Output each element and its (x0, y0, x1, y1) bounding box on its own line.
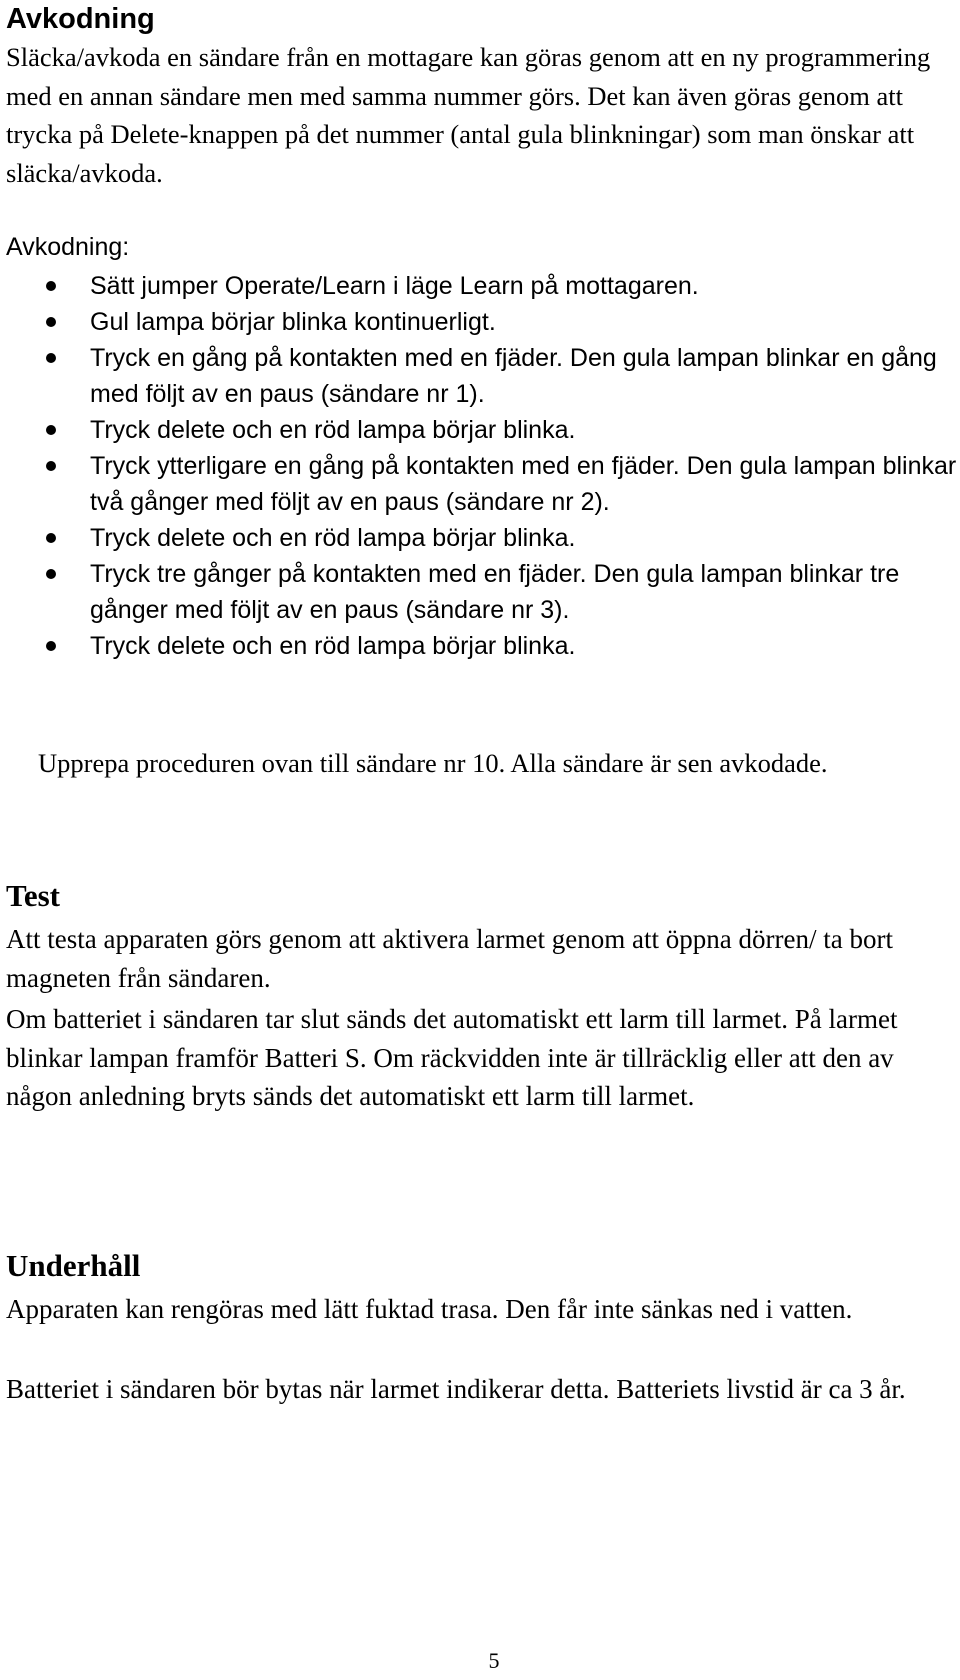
list-item (0, 412, 960, 448)
section-heading-test: Test (6, 878, 60, 913)
section-heading-underhall: Underhåll (6, 1248, 141, 1283)
underhall-paragraph-1: Apparaten kan rengöras med lätt fuktad trasa. Den får inte sänkas ned i vatten. (6, 1294, 853, 1324)
page-number: 5 (488, 1648, 500, 1673)
underhall-paragraph-2: Batteriet i sändaren bör bytas när larmet indikerar detta. Batteriets livstid är ca 3 år. (6, 1374, 906, 1404)
step-text: Gul lampa börjar blinka kontinuerligt. (90, 308, 496, 336)
list-item (0, 268, 960, 304)
list-item (0, 448, 960, 520)
bullet-icon (46, 425, 56, 435)
test-paragraph-1: Att testa apparaten görs genom att aktivera larmet genom att öppna dörren/ ta bort magneten från sändaren. (6, 924, 893, 993)
step-text: Tryck delete och en röd lampa börjar blinka. (90, 416, 576, 444)
bullet-icon (46, 461, 56, 471)
avkodning-intro-paragraph: Släcka/avkoda en sändare från en mottagare kan göras genom att en ny programmering med en annan sändare men med samma nummer görs. Det kan även göras genom att trycka på Delete-knappen på det nummer (antal gula blinkningar) som man önskar att släcka/avkoda. (6, 42, 931, 188)
bullet-icon (46, 641, 56, 651)
list-item (0, 304, 960, 340)
bullet-icon (46, 569, 56, 579)
list-item (0, 340, 960, 412)
step-text: Tryck en gång på kontakten med en fjäder. Den gula lampan blinkar en gång med följt av en paus (sändare nr 1). (90, 344, 937, 408)
test-paragraph-2: Om batteriet i sändaren tar slut sänds det automatiskt ett larm till larmet. På larmet blinkar lampan framför Batteri S. Om räckvidden inte är tillräcklig eller att den av någon anledning bryts sänds det automatiskt ett larm till larmet. (6, 1004, 898, 1111)
avkodning-steps-label: Avkodning: (6, 233, 130, 261)
list-item (0, 628, 960, 664)
avkodning-steps-list (0, 268, 960, 664)
list-item (0, 520, 960, 556)
bullet-icon (46, 281, 56, 291)
step-text: Tryck delete och en röd lampa börjar blinka. (90, 632, 576, 660)
list-item (0, 556, 960, 628)
step-text: Tryck tre gånger på kontakten med en fjäder. Den gula lampan blinkar tre gånger med följt av en paus (sändare nr 3). (90, 560, 900, 624)
bullet-icon (46, 353, 56, 363)
bullet-icon (46, 533, 56, 543)
bullet-icon (46, 317, 56, 327)
section-heading-avkodning: Avkodning (6, 3, 155, 35)
step-text: Tryck ytterligare en gång på kontakten med en fjäder. Den gula lampan blinkar två gånger med följt av en paus (sändare nr 2). (90, 452, 957, 516)
avkodning-repeat-note: Upprepa proceduren ovan till sändare nr 10. Alla sändare är sen avkodade. (38, 748, 828, 778)
step-text: Tryck delete och en röd lampa börjar blinka. (90, 524, 576, 552)
step-text: Sätt jumper Operate/Learn i läge Learn på mottagaren. (90, 272, 699, 300)
